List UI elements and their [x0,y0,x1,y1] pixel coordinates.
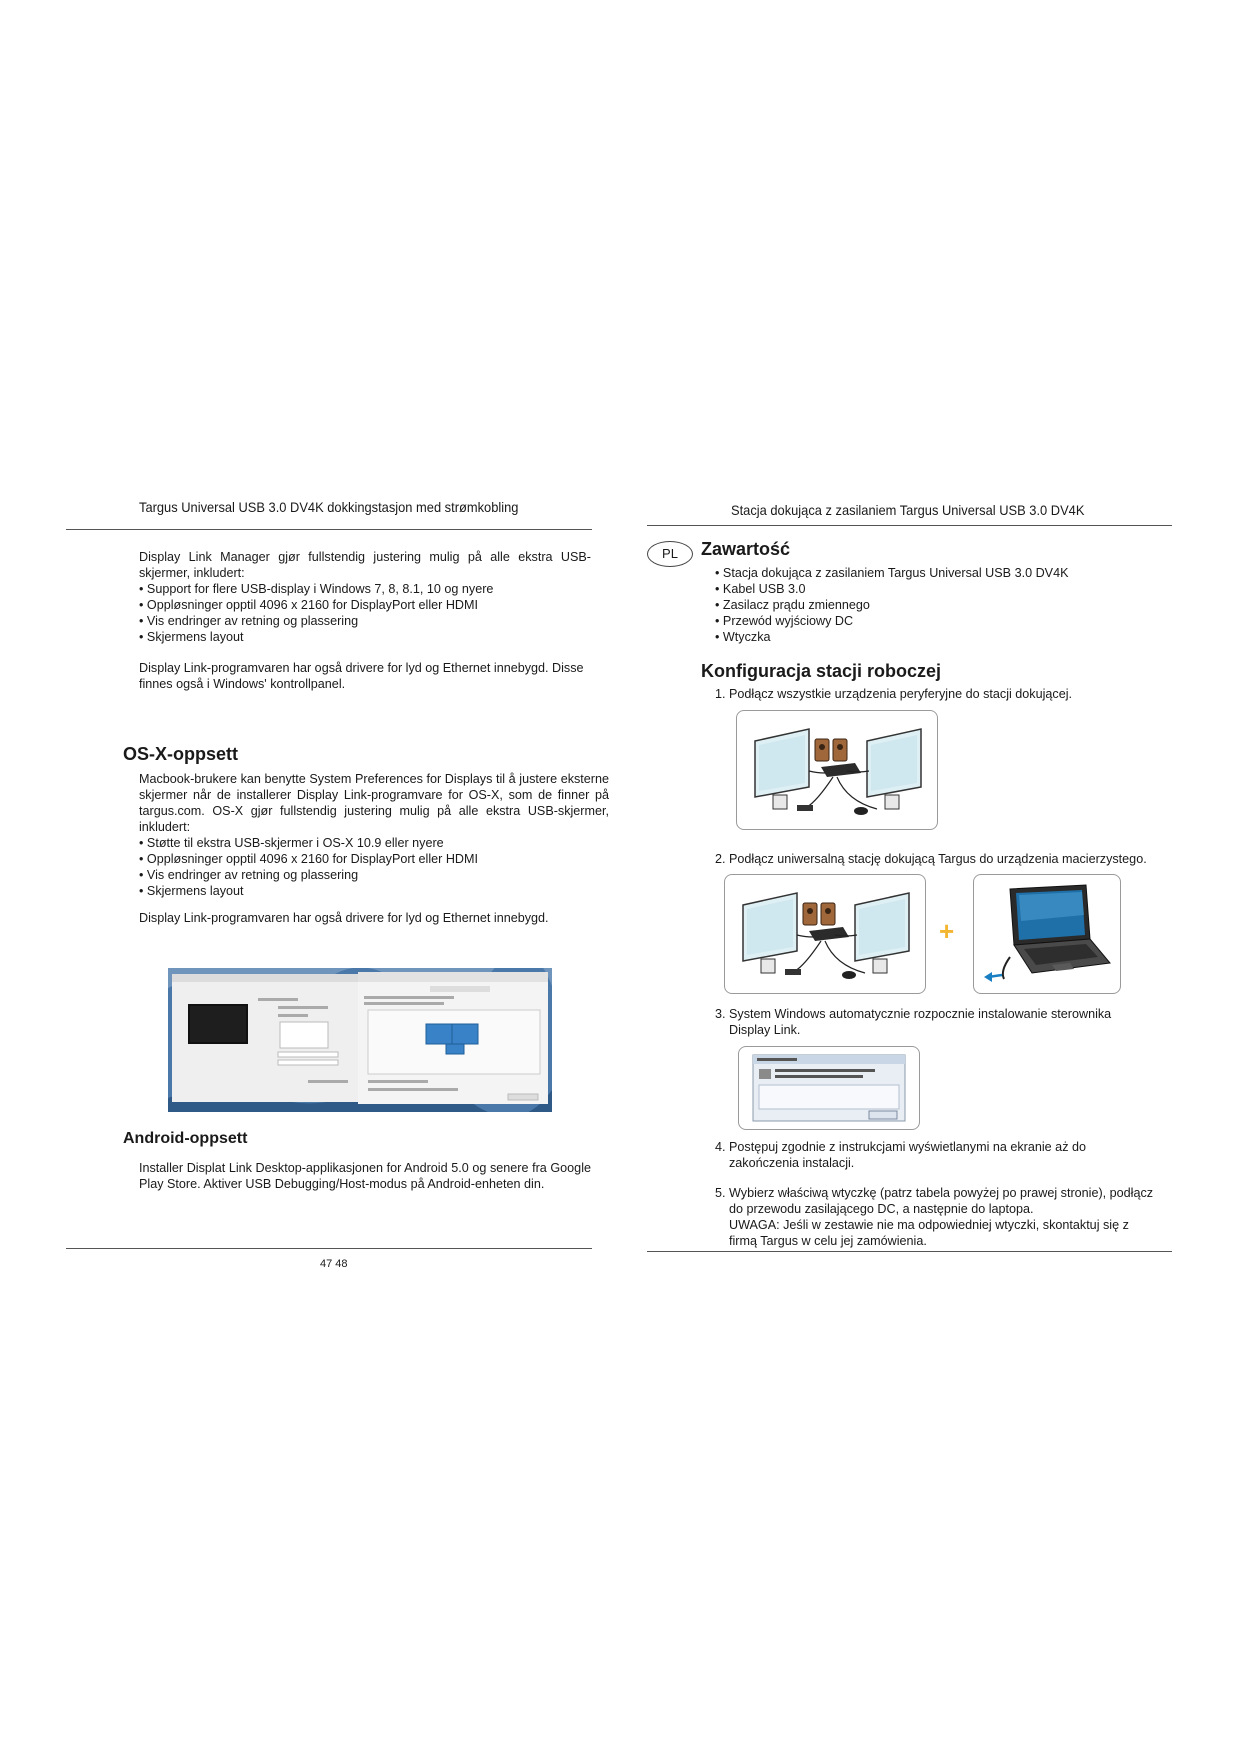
left-header-rule [66,529,592,530]
left-driver-note: Display Link-programvaren har også drivere for lyd og Ethernet innebygd. Disse finnes også i Windows' kontrollpanel. [139,661,584,691]
step-2-text: 2. Podłącz uniwersalną stację dokującą Targus do urządzenia macierzystego. [715,852,1147,866]
figure-dock-setup [724,874,926,994]
step-3-text-line-2: Display Link. [729,1023,801,1037]
list-item: • Støtte til ekstra USB-skjermer i OS-X 10.9 eller nyere [139,835,609,851]
plus-icon: + [939,916,955,946]
step-5-text-line-1: 5. Wybierz właściwą wtyczkę (patrz tabela powyżej po prawej stronie), podłącz [715,1186,1154,1200]
list-item: • Oppløsninger opptil 4096 x 2160 for DisplayPort eller HDMI [139,597,591,613]
right-page-header: Stacja dokująca z zasilaniem Targus Universal USB 3.0 DV4K [731,502,1085,518]
left-feature-list-2 [139,835,609,899]
package-contents-list [715,565,1155,645]
step-3-text-line-1: 3. System Windows automatycznie rozpocznie instalowanie sterownika [715,1007,1112,1021]
list-item: • Kabel USB 3.0 [715,581,1155,597]
left-intro-text: Display Link Manager gjør fullstendig justering mulig på alle ekstra USB-skjermer, inkludert: [139,550,591,580]
osx-driver-note: Display Link-programvaren har også drivere for lyd og Ethernet innebygd. [139,911,549,925]
step-5-note-line-2: firmą Targus w celu jej zamówienia. [729,1234,927,1248]
list-item: • Vis endringer av retning og plassering [139,867,609,883]
right-header-rule [647,525,1172,526]
list-item: • Stacja dokująca z zasilaniem Targus Universal USB 3.0 DV4K [715,565,1155,581]
right-footer-rule [647,1251,1172,1252]
list-item: • Przewód wyjściowy DC [715,613,1155,629]
language-badge-pl: PL [647,541,693,567]
osx-screenshot-drawing [168,968,552,1112]
figure-laptop [973,874,1121,994]
contents-title: Zawartość [701,539,791,559]
list-item: • Zasilacz prądu zmiennego [715,597,1155,613]
step-5-text-line-2: do przewodu zasilającego DC, a następnie do laptopa. [729,1202,1034,1216]
list-item: • Support for flere USB-display i Windows 7, 8, 8.1, 10 og nyere [139,581,591,597]
list-item: • Skjermens layout [139,883,609,899]
step-4-text-line-1: 4. Postępuj zgodnie z instrukcjami wyświetlanymi na ekranie aż do [715,1140,1086,1154]
list-item: • Oppløsninger opptil 4096 x 2160 for DisplayPort eller HDMI [139,851,609,867]
osx-section-title: OS-X-oppsett [123,744,238,764]
osx-display-preferences-screenshot [168,968,552,1112]
step-4-text-line-2: zakończenia instalacji. [729,1156,855,1170]
laptop-illustration [974,875,1120,993]
list-item: • Skjermens layout [139,629,591,645]
install-dialog-illustration [739,1047,919,1129]
list-item: • Wtyczka [715,629,1155,645]
figure-driver-install-dialog [738,1046,920,1130]
step-5-note-line-1: UWAGA: Jeśli w zestawie nie ma odpowiedniej wtyczki, skontaktuj się z [729,1218,1129,1232]
left-feature-list-1 [139,581,591,645]
osx-intro-text: Macbook-brukere kan benytte System Preferences for Displays til å justere eksterne skjermer når de installerer Display Link-programvare for OS-X, som de finner på targus.com. OS-X gjør fullstendig justering mulig på alle ekstra USB-skjermer, inkludert: [139,772,609,834]
android-instructions: Installer Displat Link Desktop-applikasjonen for Android 5.0 og senere fra Google Play Store. Aktiver USB Debugging/Host-modus på Android-enheten din. [139,1161,591,1191]
page-numbers: 47 48 [320,1258,348,1270]
android-section-title: Android-oppsett [123,1130,248,1147]
left-page-header: Targus Universal USB 3.0 DV4K dokkingstasjon med strømkobling [139,499,519,515]
step-1-text: 1. Podłącz wszystkie urządzenia peryferyjne do stacji dokującej. [715,687,1072,701]
dock-setup-illustration [725,875,925,993]
peripherals-illustration [737,711,937,829]
workstation-config-title: Konfiguracja stacji roboczej [701,661,942,681]
list-item: • Vis endringer av retning og plassering [139,613,591,629]
left-footer-rule [66,1248,592,1249]
figure-peripherals-to-dock [736,710,938,830]
